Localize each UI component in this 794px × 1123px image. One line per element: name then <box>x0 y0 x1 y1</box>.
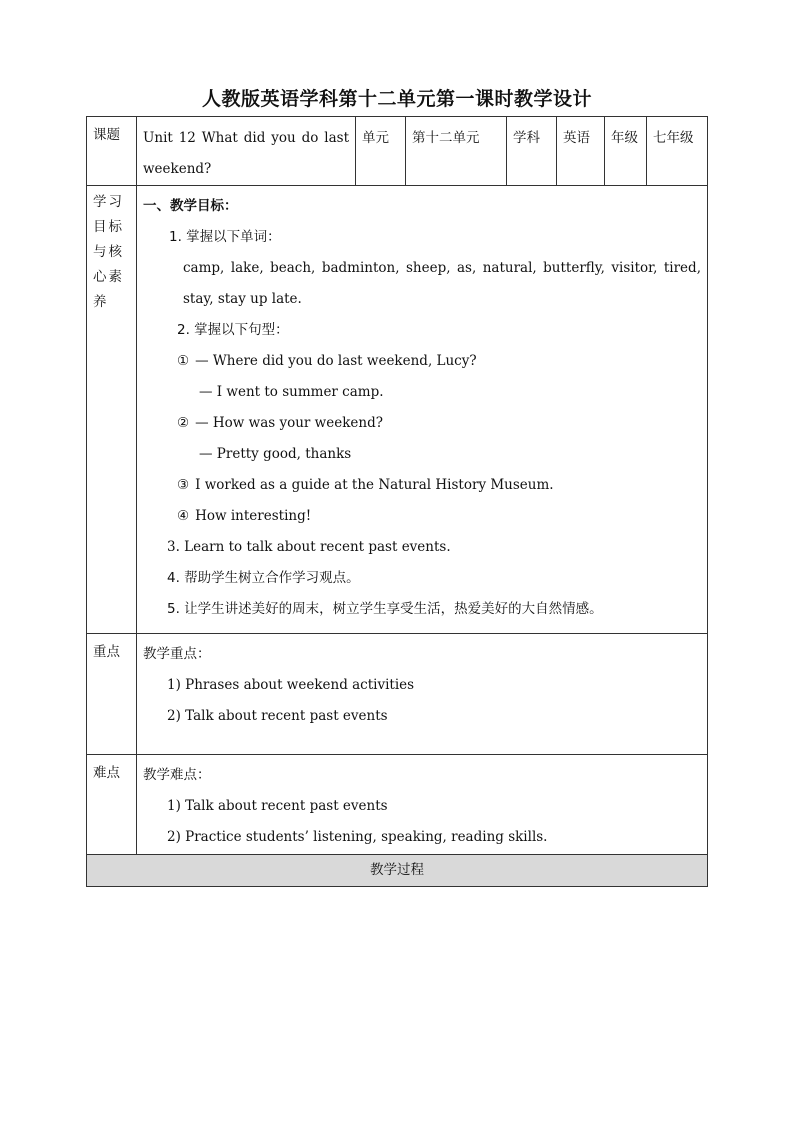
sentence-3 <box>143 470 701 501</box>
topic-value: Unit 12 What did you do last weekend? <box>143 130 349 177</box>
sentence-2-question-text: — How was your weekend? <box>195 415 383 431</box>
sentence-4-text: How interesting! <box>195 508 312 524</box>
sentence-1-number: ① <box>177 353 190 369</box>
key-points-label: 重点 <box>93 644 120 660</box>
lesson-plan-table <box>86 116 708 887</box>
topic-value-cell <box>137 117 356 186</box>
sentence-2-question <box>143 408 701 439</box>
grade-value-cell <box>647 117 708 186</box>
unit-label-cell <box>356 117 406 186</box>
grade-label-cell <box>605 117 647 186</box>
sentence-4 <box>143 501 701 532</box>
sentence-4-number: ④ <box>177 508 190 524</box>
objectives-label: 学习目标与核心素养 <box>93 194 124 310</box>
sentence-2-number: ② <box>177 415 190 431</box>
objectives-content-cell <box>137 186 708 634</box>
topic-label: 课题 <box>93 127 120 143</box>
objective-item-1: 1. 掌握以下单词： <box>169 229 281 245</box>
vocabulary-list: camp, lake, beach, badminton, sheep, as, natural, butterfly, visitor, tired, stay, stay up late. <box>183 260 701 307</box>
objective-item-3: 3. Learn to talk about recent past events. <box>167 539 451 555</box>
subject-value: 英语 <box>563 130 590 146</box>
grade-label: 年级 <box>611 130 638 146</box>
subject-value-cell <box>557 117 605 186</box>
key-points-heading: 教学重点： <box>143 646 211 662</box>
document-title: 人教版英语学科第十二单元第一课时教学设计 <box>201 88 592 110</box>
difficulties-label-cell <box>87 755 137 855</box>
grade-value: 七年级 <box>653 130 694 146</box>
key-point-1: 1) Phrases about weekend activities <box>167 677 415 693</box>
key-points-content-cell <box>137 634 708 755</box>
topic-label-cell <box>87 117 137 186</box>
difficulties-label: 难点 <box>93 765 120 781</box>
difficulty-1: 1) Talk about recent past events <box>167 798 388 814</box>
sentence-1-answer: — I went to summer camp. <box>199 384 384 400</box>
subject-label-cell <box>507 117 557 186</box>
key-points-row <box>87 634 708 755</box>
unit-label: 单元 <box>362 130 389 146</box>
key-point-2: 2) Talk about recent past events <box>167 708 388 724</box>
unit-value: 第十二单元 <box>412 130 480 146</box>
sentence-3-text: I worked as a guide at the Natural History Museum. <box>195 477 554 493</box>
subject-label: 学科 <box>513 130 540 146</box>
sentence-1-question <box>143 346 701 377</box>
unit-value-cell <box>406 117 507 186</box>
difficulty-2: 2) Practice students’ listening, speaking, reading skills. <box>167 829 548 845</box>
objectives-label-cell <box>87 186 137 634</box>
sentence-1-question-text: — Where did you do last weekend, Lucy? <box>195 353 477 369</box>
objective-item-4: 4. 帮助学生树立合作学习观点。 <box>167 570 360 586</box>
sentence-2-answer: — Pretty good, thanks <box>199 446 352 462</box>
header-row <box>87 117 708 186</box>
difficulties-row <box>87 755 708 855</box>
objective-item-5: 5. 让学生讲述美好的周末，树立学生享受生活，热爱美好的大自然情感。 <box>167 601 603 617</box>
objectives-row <box>87 186 708 634</box>
process-header: 教学过程 <box>87 855 708 887</box>
sentence-3-number: ③ <box>177 477 190 493</box>
difficulties-heading: 教学难点： <box>143 767 211 783</box>
objective-item-2: 2. 掌握以下句型： <box>177 322 289 338</box>
process-row <box>87 855 708 887</box>
objectives-heading: 一、教学目标： <box>143 198 238 214</box>
key-points-label-cell <box>87 634 137 755</box>
difficulties-content-cell <box>137 755 708 855</box>
